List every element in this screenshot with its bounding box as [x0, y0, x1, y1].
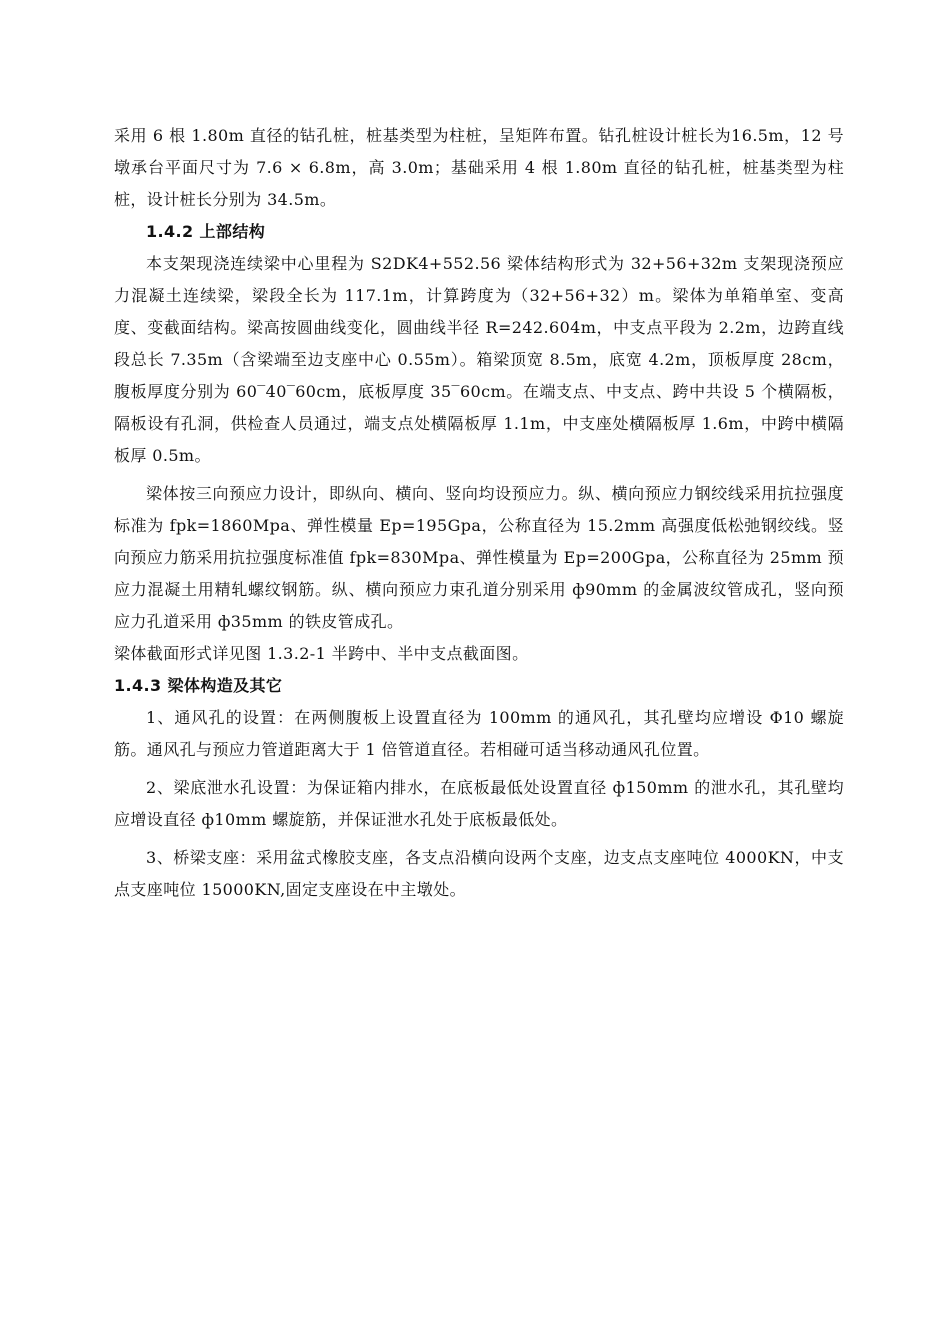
paragraph-prestress: 梁体按三向预应力设计，即纵向、横向、竖向均设预应力。纵、横向预应力钢绞线采用抗拉强度标准为 fpk=1860Mpa、弹性模量 Ep=195Gpa，公称直径为 15.2mm 高强度低松弛钢绞线。竖向预应力筋采用抗拉强度标准值 fpk=830Mpa、弹性模量为 Ep=200Gpa，公称直径为 25mm 预应力混凝土用精轧螺纹钢筋。纵、横向预应力束孔道分别采用 ф90mm 的金属波纹管成孔，竖向预应力孔道采用 ф35mm 的铁皮管成孔。 [114, 484, 844, 631]
paragraph-ventilation-holes: 1、通风孔的设置：在两侧腹板上设置直径为 100mm 的通风孔，其孔壁均应增设 Φ10 螺旋筋。通风孔与预应力管道距离大于 1 倍管道直径。若相碰可适当移动通风孔位置。 [114, 708, 844, 759]
section-heading-superstructure: 1.4.2 上部结构 [146, 222, 266, 241]
paragraph-drain-holes: 2、梁底泄水孔设置：为保证箱内排水，在底板最低处设置直径 ф150mm 的泄水孔，其孔壁均应增设直径 ф10mm 螺旋筋，并保证泄水孔处于底板最低处。 [114, 778, 844, 829]
paragraph-superstructure: 本支架现浇连续梁中心里程为 S2DK4+552.56 梁体结构形式为 32+56+32m 支架现浇预应力混凝土连续梁，梁段全长为 117.1m，计算跨度为（32+56+32）m。梁体为单箱单室、变高度、变截面结构。梁高按圆曲线变化，圆曲线半径 R=242.604m，中支点平段为 2.2m，边跨直线段总长 7.35m（含梁端至边支座中心 0.55m）。箱梁顶宽 8.5m，底宽 4.2m，顶板厚度 28cm，腹板厚度分别为 60‾40‾60cm，底板厚度 35‾60cm。在端支点、中支点、跨中共设 5 个横隔板，隔板设有孔洞，供检查人员通过，端支点处横隔板厚 1.1m，中支座处横隔板厚 1.6m，中跨中横隔板厚 0.5m。 [114, 254, 844, 465]
paragraph-pile-foundation: 采用 6 根 1.80m 直径的钻孔桩，桩基类型为柱桩，呈矩阵布置。钻孔桩设计桩长为16.5m，12 号墩承台平面尺寸为 7.6 × 6.8m，高 3.0m；基础采用 4 根 1.80m 直径的钻孔桩，桩基类型为柱桩，设计桩长分别为 34.5m。 [114, 126, 844, 209]
paragraph-bearings: 3、桥梁支座：采用盆式橡胶支座，各支点沿横向设两个支座，边支点支座吨位 4000KN，中支点支座吨位 15000KN,固定支座设在中主墩处。 [114, 848, 844, 899]
document-body [114, 120, 844, 906]
paragraph-section-reference: 梁体截面形式详见图 1.3.2-1 半跨中、半中支点截面图。 [114, 644, 529, 663]
section-heading-beam-construction: 1.4.3 梁体构造及其它 [114, 676, 283, 695]
